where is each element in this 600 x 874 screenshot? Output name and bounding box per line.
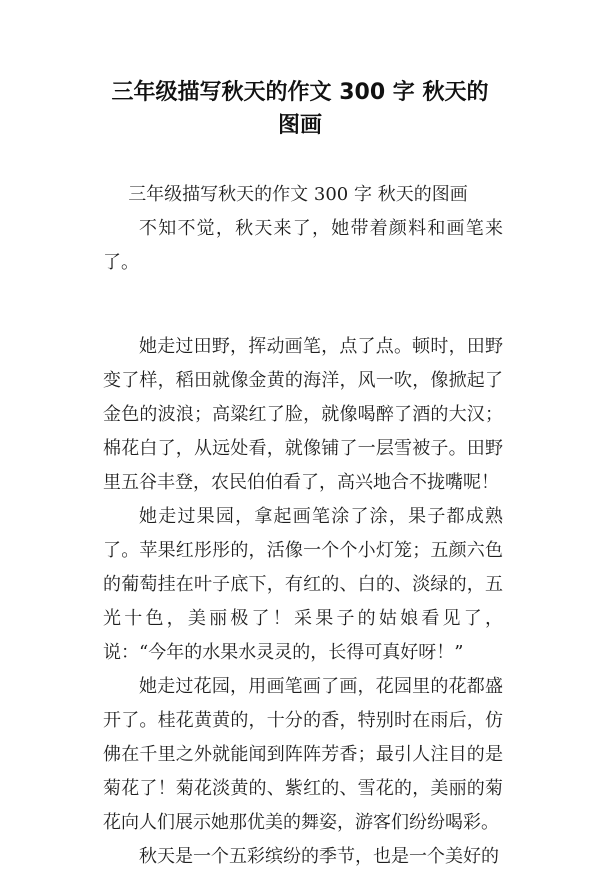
paragraph-fields: 她走过田野，挥动画笔，点了点。顿时，田野变了样，稻田就像金黄的海洋，风一吹，像掀起了金色的波浪；高粱红了脸，就像喝醉了酒的大汉；棉花白了，从远处看，就像铺了一层雪被子。田野里五谷丰登，农民伯伯看了，高兴地合不拢嘴呢！: [103, 336, 503, 493]
paragraph-garden: 她走过花园，用画笔画了画，花园里的花都盛开了。桂花黄黄的，十分的香，特别时在雨后，仿佛在千里之外就能闻到阵阵芳香；最引人注目的是菊花了！菊花淡黄的、紫红的、雪花的，美丽的菊花向人们展示她那优美的舞姿，游客们纷纷喝彩。: [103, 676, 503, 833]
paragraph-spacer: [103, 280, 503, 330]
paragraph-closing: 秋天是一个五彩缤纷的季节，也是一个美好的: [139, 846, 499, 867]
paragraph-intro: 不知不觉，秋天来了，她带着颜料和画笔来了。: [103, 218, 503, 273]
document-body: [103, 178, 503, 874]
title-line-2: 图画: [277, 113, 322, 138]
title-line-1: 三年级描写秋天的作文 300 字 秋天的: [111, 80, 489, 105]
paragraph-orchard: 她走过果园，拿起画笔涂了涂，果子都成熟了。苹果红彤彤的，活像一个个小灯笼；五颜六色的葡萄挂在叶子底下，有红的、白的、淡绿的，五光十色，美丽极了！采果子的姑娘看见了，说：“今年的水果水灵灵的，长得可真好呀！”: [103, 506, 503, 663]
paragraph-subtitle: 三年级描写秋天的作文 300 字 秋天的图画: [128, 184, 468, 205]
document-title: [60, 76, 540, 142]
